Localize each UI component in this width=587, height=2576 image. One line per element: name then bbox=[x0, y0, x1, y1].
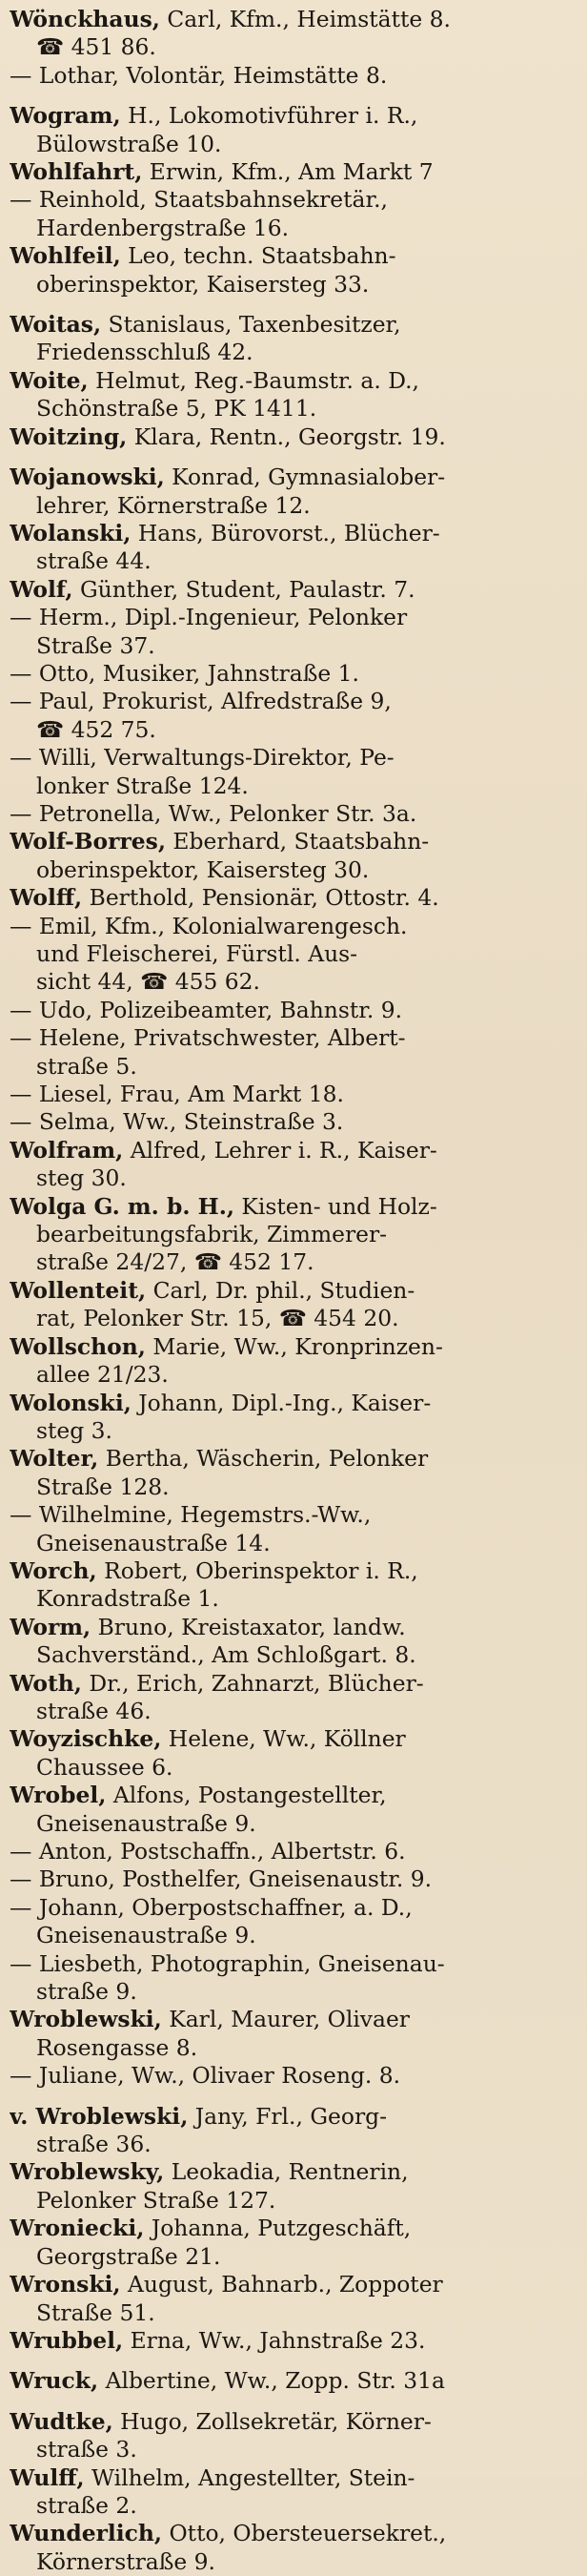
entry-text: Erwin, Kfm., Am Markt 7 bbox=[142, 158, 434, 186]
ditto-dash: — bbox=[10, 799, 39, 827]
entry-text: Konrad, Gymnasialober- bbox=[164, 464, 446, 491]
entry-text: Bruno, Kreistaxator, landw. bbox=[91, 1613, 406, 1640]
entry-text: oberinspektor, Kaisersteg 30. bbox=[36, 855, 370, 883]
entry-first-line bbox=[10, 2464, 579, 2492]
surname: Woth, bbox=[10, 1669, 82, 1697]
entry-text: Liesel, Frau, Am Markt 18. bbox=[38, 1081, 344, 1108]
directory-entry bbox=[10, 1108, 579, 1136]
surname: Wolf, bbox=[10, 575, 73, 603]
entry-first-line bbox=[10, 423, 579, 451]
directory-entry bbox=[10, 800, 579, 828]
directory-entry bbox=[10, 311, 579, 367]
directory-entry bbox=[10, 1725, 579, 1782]
entry-first-line bbox=[10, 1670, 579, 1698]
surname: Woyzischke, bbox=[10, 1725, 162, 1753]
entry-first-line bbox=[10, 604, 579, 631]
directory-entry bbox=[10, 1950, 579, 2007]
ditto-dash: — bbox=[10, 2062, 39, 2090]
directory-entry bbox=[10, 6, 579, 62]
entry-text: Berthold, Pensionär, Ottostr. 4. bbox=[82, 884, 439, 912]
entry-text: Willi, Verwaltungs-Direktor, Pe- bbox=[38, 744, 395, 772]
surname: Wohlfeil, bbox=[10, 242, 121, 270]
entry-first-line bbox=[10, 2271, 579, 2298]
entry-text: Kisten- und Holz- bbox=[234, 1192, 437, 1220]
entry-text: Straße 37. bbox=[36, 631, 155, 659]
entry-text: Gneisenaustraße 14. bbox=[36, 1529, 271, 1556]
entry-first-line bbox=[10, 2367, 579, 2395]
entry-text: Bertha, Wäscherin, Pelonker bbox=[98, 1445, 429, 1473]
entry-text: Helene, Privatschwester, Albert- bbox=[38, 1024, 406, 1052]
entry-continuation-line bbox=[10, 1305, 579, 1332]
entry-text: Helmut, Reg.-Baumstr. a. D., bbox=[88, 366, 419, 394]
entry-text: Marie, Ww., Kronprinzen- bbox=[145, 1332, 443, 1360]
entry-text: straße 24/27, ☎ 452 17. bbox=[36, 1248, 314, 1276]
directory-entry bbox=[10, 1782, 579, 1838]
entry-continuation-line bbox=[10, 2187, 579, 2215]
entry-continuation-line bbox=[10, 2034, 579, 2062]
entry-first-line bbox=[10, 520, 579, 547]
entry-text: Alfred, Lehrer i. R., Kaiser- bbox=[123, 1136, 437, 1164]
entry-first-line bbox=[10, 1081, 579, 1108]
entry-continuation-line bbox=[10, 1164, 579, 1192]
entry-first-line bbox=[10, 1277, 579, 1305]
entry-text: Klara, Rentn., Georgstr. 19. bbox=[127, 422, 446, 450]
entry-continuation-line bbox=[10, 215, 579, 242]
ditto-dash: — bbox=[10, 1865, 39, 1893]
directory-entry bbox=[10, 997, 579, 1024]
surname: Wönckhaus, bbox=[10, 6, 160, 32]
entry-text: straße 9. bbox=[36, 1978, 137, 2006]
entry-text: Petronella, Ww., Pelonker Str. 3a. bbox=[38, 799, 417, 827]
entry-text: Hardenbergstraße 16. bbox=[36, 214, 290, 241]
surname: Wroblewski, bbox=[10, 2006, 162, 2033]
entry-text: straße 44. bbox=[36, 547, 152, 575]
entry-text: Carl, Kfm., Heimstätte 8. bbox=[159, 6, 451, 32]
entry-text: Pelonker Straße 127. bbox=[36, 2186, 276, 2214]
surname: Wulff, bbox=[10, 2463, 85, 2491]
directory-entry bbox=[10, 1390, 579, 1446]
entry-continuation-line bbox=[10, 1978, 579, 2006]
entry-first-line bbox=[10, 1725, 579, 1753]
entry-text: straße 2. bbox=[36, 2491, 137, 2519]
entry-continuation-line bbox=[10, 1585, 579, 1613]
entry-text: Rosengasse 8. bbox=[36, 2033, 198, 2061]
entry-continuation-line bbox=[10, 339, 579, 366]
entry-text: Bülowstraße 10. bbox=[36, 130, 222, 157]
entry-text: Alfons, Postangestellter, bbox=[106, 1782, 387, 1809]
entry-text: Stanislaus, Taxenbesitzer, bbox=[101, 311, 401, 339]
entry-text: Liesbeth, Photographin, Gneisenau- bbox=[38, 1949, 445, 1977]
surname: Worch, bbox=[10, 1556, 97, 1584]
directory-entry bbox=[10, 2408, 579, 2464]
entry-first-line bbox=[10, 2215, 579, 2242]
entry-continuation-line bbox=[10, 33, 579, 61]
directory-entry bbox=[10, 1865, 579, 1893]
entry-first-line bbox=[10, 660, 579, 688]
ditto-dash: — bbox=[10, 1501, 39, 1529]
directory-entry bbox=[10, 1838, 579, 1865]
ditto-dash: — bbox=[10, 61, 39, 89]
entry-first-line bbox=[10, 1557, 579, 1585]
entry-continuation-line bbox=[10, 131, 579, 158]
entry-text: Günther, Student, Paulastr. 7. bbox=[72, 575, 415, 603]
entry-text: Bruno, Posthelfer, Gneisenaustr. 9. bbox=[38, 1865, 433, 1893]
directory-entry bbox=[10, 1081, 579, 1108]
entry-text: Leo, techn. Staatsbahn- bbox=[120, 242, 396, 270]
directory-entry bbox=[10, 1137, 579, 1193]
entry-text: Karl, Maurer, Olivaer bbox=[161, 2006, 410, 2033]
entry-text: Hugo, Zollsekretär, Körner- bbox=[112, 2407, 432, 2435]
entry-continuation-line bbox=[10, 856, 579, 884]
name-prefix: v. bbox=[10, 2102, 36, 2130]
entry-text: Juliane, Ww., Olivaer Roseng. 8. bbox=[38, 2062, 401, 2090]
entry-text: Albertine, Ww., Zopp. Str. 31a bbox=[98, 2367, 445, 2395]
entry-text: Helene, Ww., Köllner bbox=[161, 1725, 406, 1753]
directory-entry bbox=[10, 2215, 579, 2271]
entry-text: Robert, Oberinspektor i. R., bbox=[96, 1556, 418, 1584]
surname: Wolonski, bbox=[10, 1389, 132, 1416]
directory-entry bbox=[10, 1193, 579, 1277]
directory-entry bbox=[10, 186, 579, 242]
entry-continuation-line bbox=[10, 1530, 579, 1557]
entry-text: Emil, Kfm., Kolonialwarengesch. bbox=[38, 912, 408, 939]
entry-text: Konradstraße 1. bbox=[36, 1585, 219, 1613]
directory-entry bbox=[10, 2062, 579, 2090]
surname: Wolga G. m. b. H., bbox=[10, 1192, 234, 1220]
entry-first-line bbox=[10, 1137, 579, 1164]
directory-entry bbox=[10, 1894, 579, 1950]
directory-entry bbox=[10, 62, 579, 90]
directory-entry bbox=[10, 2464, 579, 2521]
entry-first-line bbox=[10, 800, 579, 828]
entry-text: Paul, Prokurist, Alfredstraße 9, bbox=[38, 688, 392, 715]
entry-first-line bbox=[10, 1333, 579, 1361]
surname: Wolter, bbox=[10, 1445, 99, 1473]
entry-text: Schönstraße 5, PK 1411. bbox=[36, 395, 317, 422]
entry-continuation-line bbox=[10, 1248, 579, 1276]
entry-text: Otto, Obersteuersekret., bbox=[162, 2520, 447, 2547]
entry-first-line bbox=[10, 1024, 579, 1052]
entry-first-line bbox=[10, 2158, 579, 2186]
entry-continuation-line bbox=[10, 716, 579, 744]
entry-text: lehrer, Körnerstraße 12. bbox=[36, 491, 311, 519]
entry-first-line bbox=[10, 828, 579, 855]
entry-text: ☎ 452 75. bbox=[36, 715, 156, 743]
surname: Wunderlich, bbox=[10, 2520, 163, 2547]
entry-continuation-line bbox=[10, 547, 579, 575]
ditto-dash: — bbox=[10, 1108, 39, 1136]
entry-first-line bbox=[10, 1193, 579, 1221]
entry-text: Georgstraße 21. bbox=[36, 2242, 221, 2270]
entry-first-line bbox=[10, 158, 579, 186]
entry-first-line bbox=[10, 242, 579, 270]
entry-text: Udo, Polizeibeamter, Bahnstr. 9. bbox=[38, 996, 403, 1023]
entry-text: Selma, Ww., Steinstraße 3. bbox=[38, 1108, 344, 1136]
ditto-dash: — bbox=[10, 996, 39, 1023]
entry-text: Wilhelm, Angestellter, Stein- bbox=[84, 2463, 415, 2491]
entry-text: August, Bahnarb., Zoppoter bbox=[120, 2271, 443, 2298]
entry-text: H., Lokomotivführer i. R., bbox=[120, 102, 418, 130]
surname: Wroblewski, bbox=[35, 2102, 189, 2130]
entry-text: steg 30. bbox=[36, 1164, 127, 1192]
surname: Wohlfahrt, bbox=[10, 158, 143, 186]
entry-text: Leokadia, Rentnerin, bbox=[164, 2158, 409, 2186]
surname: Wudtke, bbox=[10, 2407, 113, 2435]
entry-continuation-line bbox=[10, 492, 579, 520]
entry-continuation-line bbox=[10, 2548, 579, 2576]
entry-text: Johanna, Putzgeschäft, bbox=[144, 2215, 412, 2242]
entry-continuation-line bbox=[10, 1221, 579, 1248]
entry-text: Friedensschluß 42. bbox=[36, 339, 253, 366]
entry-text: Sachverständ., Am Schloßgart. 8. bbox=[36, 1641, 416, 1669]
entry-first-line bbox=[10, 744, 579, 772]
entry-text: rat, Pelonker Str. 15, ☎ 454 20. bbox=[36, 1305, 399, 1332]
entry-first-line bbox=[10, 102, 579, 130]
entry-first-line bbox=[10, 2408, 579, 2436]
entry-text: straße 5. bbox=[36, 1052, 137, 1080]
entry-continuation-line bbox=[10, 940, 579, 968]
entry-text: bearbeitungsfabrik, Zimmerer- bbox=[36, 1221, 388, 1248]
entry-continuation-line bbox=[10, 2131, 579, 2158]
surname: Woitzing, bbox=[10, 422, 128, 450]
entry-first-line bbox=[10, 884, 579, 912]
directory-entry bbox=[10, 1614, 579, 1670]
entry-first-line bbox=[10, 1108, 579, 1136]
entry-text: Johann, Dipl.-Ing., Kaiser- bbox=[131, 1389, 432, 1416]
entry-first-line bbox=[10, 1390, 579, 1417]
directory-entry bbox=[10, 1501, 579, 1557]
entry-continuation-line bbox=[10, 1053, 579, 1081]
ditto-dash: — bbox=[10, 604, 39, 631]
entry-continuation-line bbox=[10, 2243, 579, 2271]
surname: Wronski, bbox=[10, 2271, 121, 2298]
entry-text: Lothar, Volontär, Heimstätte 8. bbox=[38, 61, 388, 89]
entry-text: Eberhard, Staatsbahn- bbox=[166, 828, 430, 855]
ditto-dash: — bbox=[10, 1081, 39, 1108]
entry-first-line bbox=[10, 2103, 579, 2131]
directory-entry bbox=[10, 2158, 579, 2215]
entry-first-line bbox=[10, 186, 579, 214]
entry-text: lonker Straße 124. bbox=[36, 772, 249, 799]
entry-continuation-line bbox=[10, 1754, 579, 1782]
entry-text: Straße 51. bbox=[36, 2298, 155, 2326]
entry-text: sicht 44, ☎ 455 62. bbox=[36, 968, 260, 996]
directory-entry bbox=[10, 102, 579, 158]
entry-text: steg 3. bbox=[36, 1416, 112, 1444]
directory-entry bbox=[10, 828, 579, 884]
entry-continuation-line bbox=[10, 395, 579, 422]
entry-continuation-line bbox=[10, 271, 579, 299]
entry-text: Jany, Frl., Georg- bbox=[188, 2102, 388, 2130]
surname: Wrobel, bbox=[10, 1782, 107, 1809]
entry-text: Herm., Dipl.-Ingenieur, Pelonker bbox=[38, 604, 408, 631]
directory-entry bbox=[10, 1333, 579, 1390]
entry-first-line bbox=[10, 913, 579, 940]
entry-text: Straße 128. bbox=[36, 1473, 170, 1500]
surname: Wollenteit, bbox=[10, 1276, 147, 1304]
entry-text: Reinhold, Staatsbahnsekretär., bbox=[38, 186, 388, 214]
entry-text: straße 46. bbox=[36, 1697, 152, 1724]
directory-entry bbox=[10, 604, 579, 660]
surname: Woitas, bbox=[10, 311, 102, 339]
surname: Wogram, bbox=[10, 102, 121, 130]
directory-entry bbox=[10, 1024, 579, 1081]
entry-continuation-line bbox=[10, 1417, 579, 1445]
entry-first-line bbox=[10, 1950, 579, 1978]
surname: Wolff, bbox=[10, 884, 83, 912]
directory-entry bbox=[10, 884, 579, 912]
surname: Worm, bbox=[10, 1613, 91, 1640]
entry-continuation-line bbox=[10, 2492, 579, 2520]
entry-first-line bbox=[10, 367, 579, 395]
ditto-dash: — bbox=[10, 1838, 39, 1865]
directory-entry bbox=[10, 1445, 579, 1501]
ditto-dash: — bbox=[10, 744, 39, 772]
directory-entry bbox=[10, 660, 579, 688]
entry-continuation-line bbox=[10, 2436, 579, 2463]
surname: Woite, bbox=[10, 366, 89, 394]
entry-text: oberinspektor, Kaisersteg 33. bbox=[36, 270, 370, 298]
ditto-dash: — bbox=[10, 659, 39, 687]
entry-first-line bbox=[10, 1865, 579, 1893]
entry-first-line bbox=[10, 62, 579, 90]
surname: Wojanowski, bbox=[10, 464, 165, 491]
entry-continuation-line bbox=[10, 1922, 579, 1949]
directory-entry bbox=[10, 367, 579, 423]
entry-text: Gneisenaustraße 9. bbox=[36, 1809, 256, 1837]
entry-text: Erna, Ww., Jahnstraße 23. bbox=[123, 2326, 426, 2354]
entry-continuation-line bbox=[10, 1641, 579, 1669]
entry-text: Gneisenaustraße 9. bbox=[36, 1922, 256, 1949]
entry-first-line bbox=[10, 1445, 579, 1473]
entry-text: allee 21/23. bbox=[36, 1361, 169, 1389]
entry-text: ☎ 451 86. bbox=[36, 33, 156, 61]
directory-entry bbox=[10, 423, 579, 451]
entry-first-line bbox=[10, 2520, 579, 2547]
surname: Wolanski, bbox=[10, 519, 132, 546]
entry-first-line bbox=[10, 1838, 579, 1865]
surname: Wrubbel, bbox=[10, 2326, 124, 2354]
entry-first-line bbox=[10, 464, 579, 491]
directory-entry bbox=[10, 464, 579, 520]
surname: Wolf-Borres, bbox=[10, 828, 166, 855]
directory-entry bbox=[10, 2520, 579, 2576]
entry-continuation-line bbox=[10, 1810, 579, 1838]
entry-continuation-line bbox=[10, 2299, 579, 2327]
entry-text: straße 36. bbox=[36, 2131, 152, 2158]
entry-text: Körnerstraße 9. bbox=[36, 2547, 215, 2575]
directory-entry bbox=[10, 2327, 579, 2355]
surname: Wruck, bbox=[10, 2367, 99, 2395]
directory-entry bbox=[10, 913, 579, 997]
directory-entry bbox=[10, 1557, 579, 1614]
directory-entry bbox=[10, 2367, 579, 2395]
surname: Wroniecki, bbox=[10, 2215, 145, 2242]
ditto-dash: — bbox=[10, 1024, 39, 1052]
entry-first-line bbox=[10, 311, 579, 339]
entry-text: Chaussee 6. bbox=[36, 1753, 173, 1781]
ditto-dash: — bbox=[10, 1893, 39, 1921]
surname: Wroblewsky, bbox=[10, 2158, 165, 2186]
entry-first-line bbox=[10, 688, 579, 715]
ditto-dash: — bbox=[10, 1949, 39, 1977]
entry-first-line bbox=[10, 1614, 579, 1641]
entry-text: Dr., Erich, Zahnarzt, Blücher- bbox=[81, 1669, 424, 1697]
entry-first-line bbox=[10, 576, 579, 604]
entry-first-line bbox=[10, 1894, 579, 1922]
entry-continuation-line bbox=[10, 773, 579, 800]
directory-entry bbox=[10, 2271, 579, 2327]
directory-entry bbox=[10, 576, 579, 604]
directory-entry bbox=[10, 2006, 579, 2062]
entry-text: Anton, Postschaffn., Albertstr. 6. bbox=[38, 1838, 406, 1865]
entry-continuation-line bbox=[10, 1361, 579, 1389]
entry-first-line bbox=[10, 997, 579, 1024]
directory-entry bbox=[10, 158, 579, 186]
entry-first-line bbox=[10, 2062, 579, 2090]
ditto-dash: — bbox=[10, 688, 39, 715]
surname: Wolfram, bbox=[10, 1136, 124, 1164]
surname: Wollschon, bbox=[10, 1332, 146, 1360]
directory-entry bbox=[10, 2103, 579, 2159]
entry-text: und Fleischerei, Fürstl. Aus- bbox=[36, 940, 358, 967]
entry-text: Johann, Oberpostschaffner, a. D., bbox=[38, 1893, 413, 1921]
ditto-dash: — bbox=[10, 186, 39, 214]
directory-entry bbox=[10, 1670, 579, 1726]
entry-first-line bbox=[10, 1501, 579, 1529]
entry-first-line bbox=[10, 6, 579, 33]
entry-continuation-line bbox=[10, 1473, 579, 1501]
entry-text: straße 3. bbox=[36, 2436, 137, 2463]
directory-entry bbox=[10, 744, 579, 800]
entry-first-line bbox=[10, 1782, 579, 1809]
ditto-dash: — bbox=[10, 912, 39, 939]
entry-text: Wilhelmine, Hegemstrs.-Ww., bbox=[38, 1501, 372, 1529]
directory-entry bbox=[10, 242, 579, 299]
entry-first-line bbox=[10, 2006, 579, 2033]
directory-entry bbox=[10, 688, 579, 744]
entry-continuation-line bbox=[10, 632, 579, 660]
entry-continuation-line bbox=[10, 968, 579, 996]
entry-continuation-line bbox=[10, 1698, 579, 1725]
directory-entry bbox=[10, 1277, 579, 1333]
entry-first-line bbox=[10, 2327, 579, 2355]
directory-entry bbox=[10, 520, 579, 576]
entry-text: Otto, Musiker, Jahnstraße 1. bbox=[38, 659, 359, 687]
entry-text: Carl, Dr. phil., Studien- bbox=[146, 1276, 415, 1304]
entry-text: Hans, Bürovorst., Blücher- bbox=[131, 519, 440, 546]
